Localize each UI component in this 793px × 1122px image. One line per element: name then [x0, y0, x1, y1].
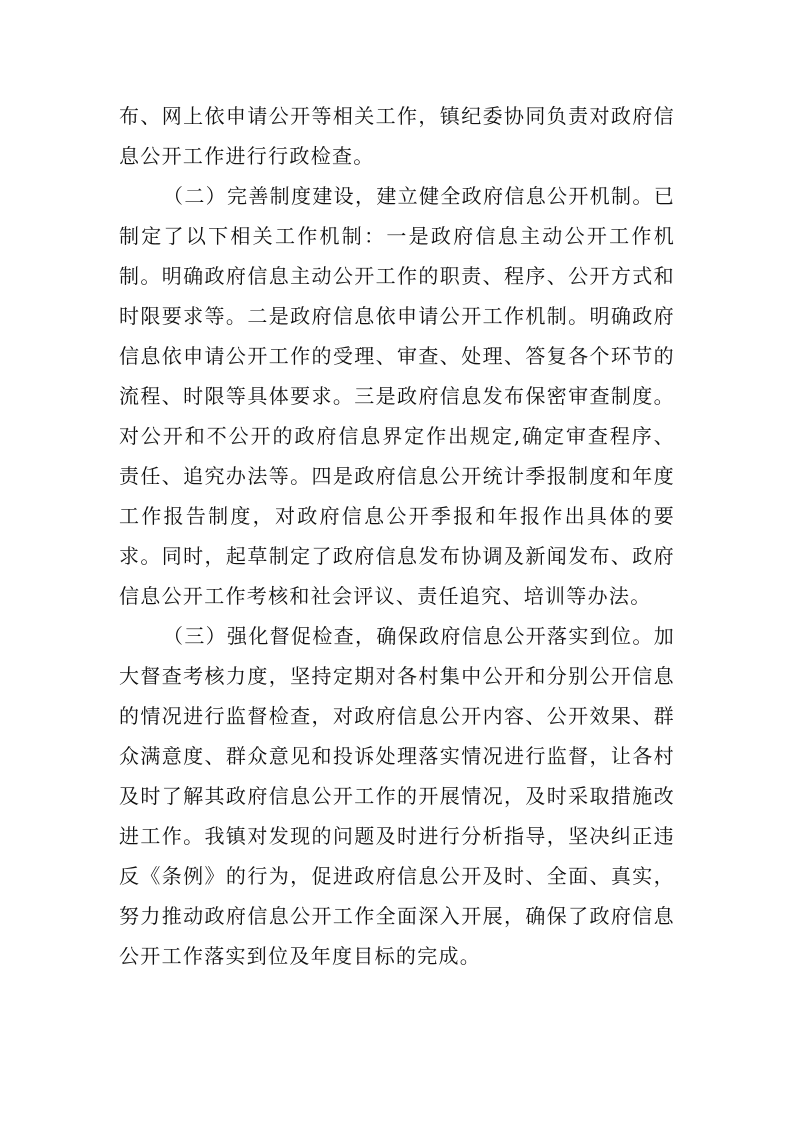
text-line: 流程、时限等具体要求。三是政府信息发布保密审查制度。 — [119, 384, 675, 408]
text-line: 公开工作落实到位及年度目标的完成。 — [119, 944, 482, 968]
text-line: 求。同时，起草制定了政府信息发布协调及新闻发布、政府 — [119, 544, 675, 568]
text-line: 时限要求等。二是政府信息依申请公开工作机制。明确政府 — [119, 304, 675, 328]
paragraph-first-line: （三）强化督促检查，确保政府信息公开落实到位。加 — [163, 624, 675, 648]
text-line: 反《条例》的行为，促进政府信息公开及时、全面、真实， — [119, 864, 675, 888]
text-line: 制定了以下相关工作机制：一是政府信息主动公开工作机 — [119, 224, 675, 248]
text-line: 的情况进行监督检查，对政府信息公开内容、公开效果、群 — [119, 704, 675, 728]
text-line: 大督查考核力度，坚持定期对各村集中公开和分别公开信息 — [119, 664, 675, 688]
text-line: 息公开工作进行行政检查。 — [119, 144, 375, 168]
text-line: 及时了解其政府信息公开工作的开展情况，及时采取措施改 — [119, 784, 675, 808]
text-line: 众满意度、群众意见和投诉处理落实情况进行监督，让各村 — [119, 744, 675, 768]
text-line: 制。明确政府信息主动公开工作的职责、程序、公开方式和 — [119, 264, 675, 288]
text-line: 信息依申请公开工作的受理、审查、处理、答复各个环节的 — [119, 344, 675, 368]
body-text — [119, 96, 675, 976]
text-line: 信息公开工作考核和社会评议、责任追究、培训等办法。 — [119, 584, 652, 608]
text-line: 布、网上依申请公开等相关工作，镇纪委协同负责对政府信 — [119, 104, 675, 128]
text-line: 对公开和不公开的政府信息界定作出规定,确定审查程序、 — [119, 424, 675, 448]
text-line: 责任、追究办法等。四是政府信息公开统计季报制度和年度 — [119, 464, 675, 488]
paragraph-first-line: （二）完善制度建设，建立健全政府信息公开机制。已 — [163, 184, 675, 208]
text-line: 进工作。我镇对发现的问题及时进行分析指导，坚决纠正违 — [119, 824, 675, 848]
text-line: 努力推动政府信息公开工作全面深入开展，确保了政府信息 — [119, 904, 675, 928]
text-line: 工作报告制度，对政府信息公开季报和年报作出具体的要 — [119, 504, 675, 528]
